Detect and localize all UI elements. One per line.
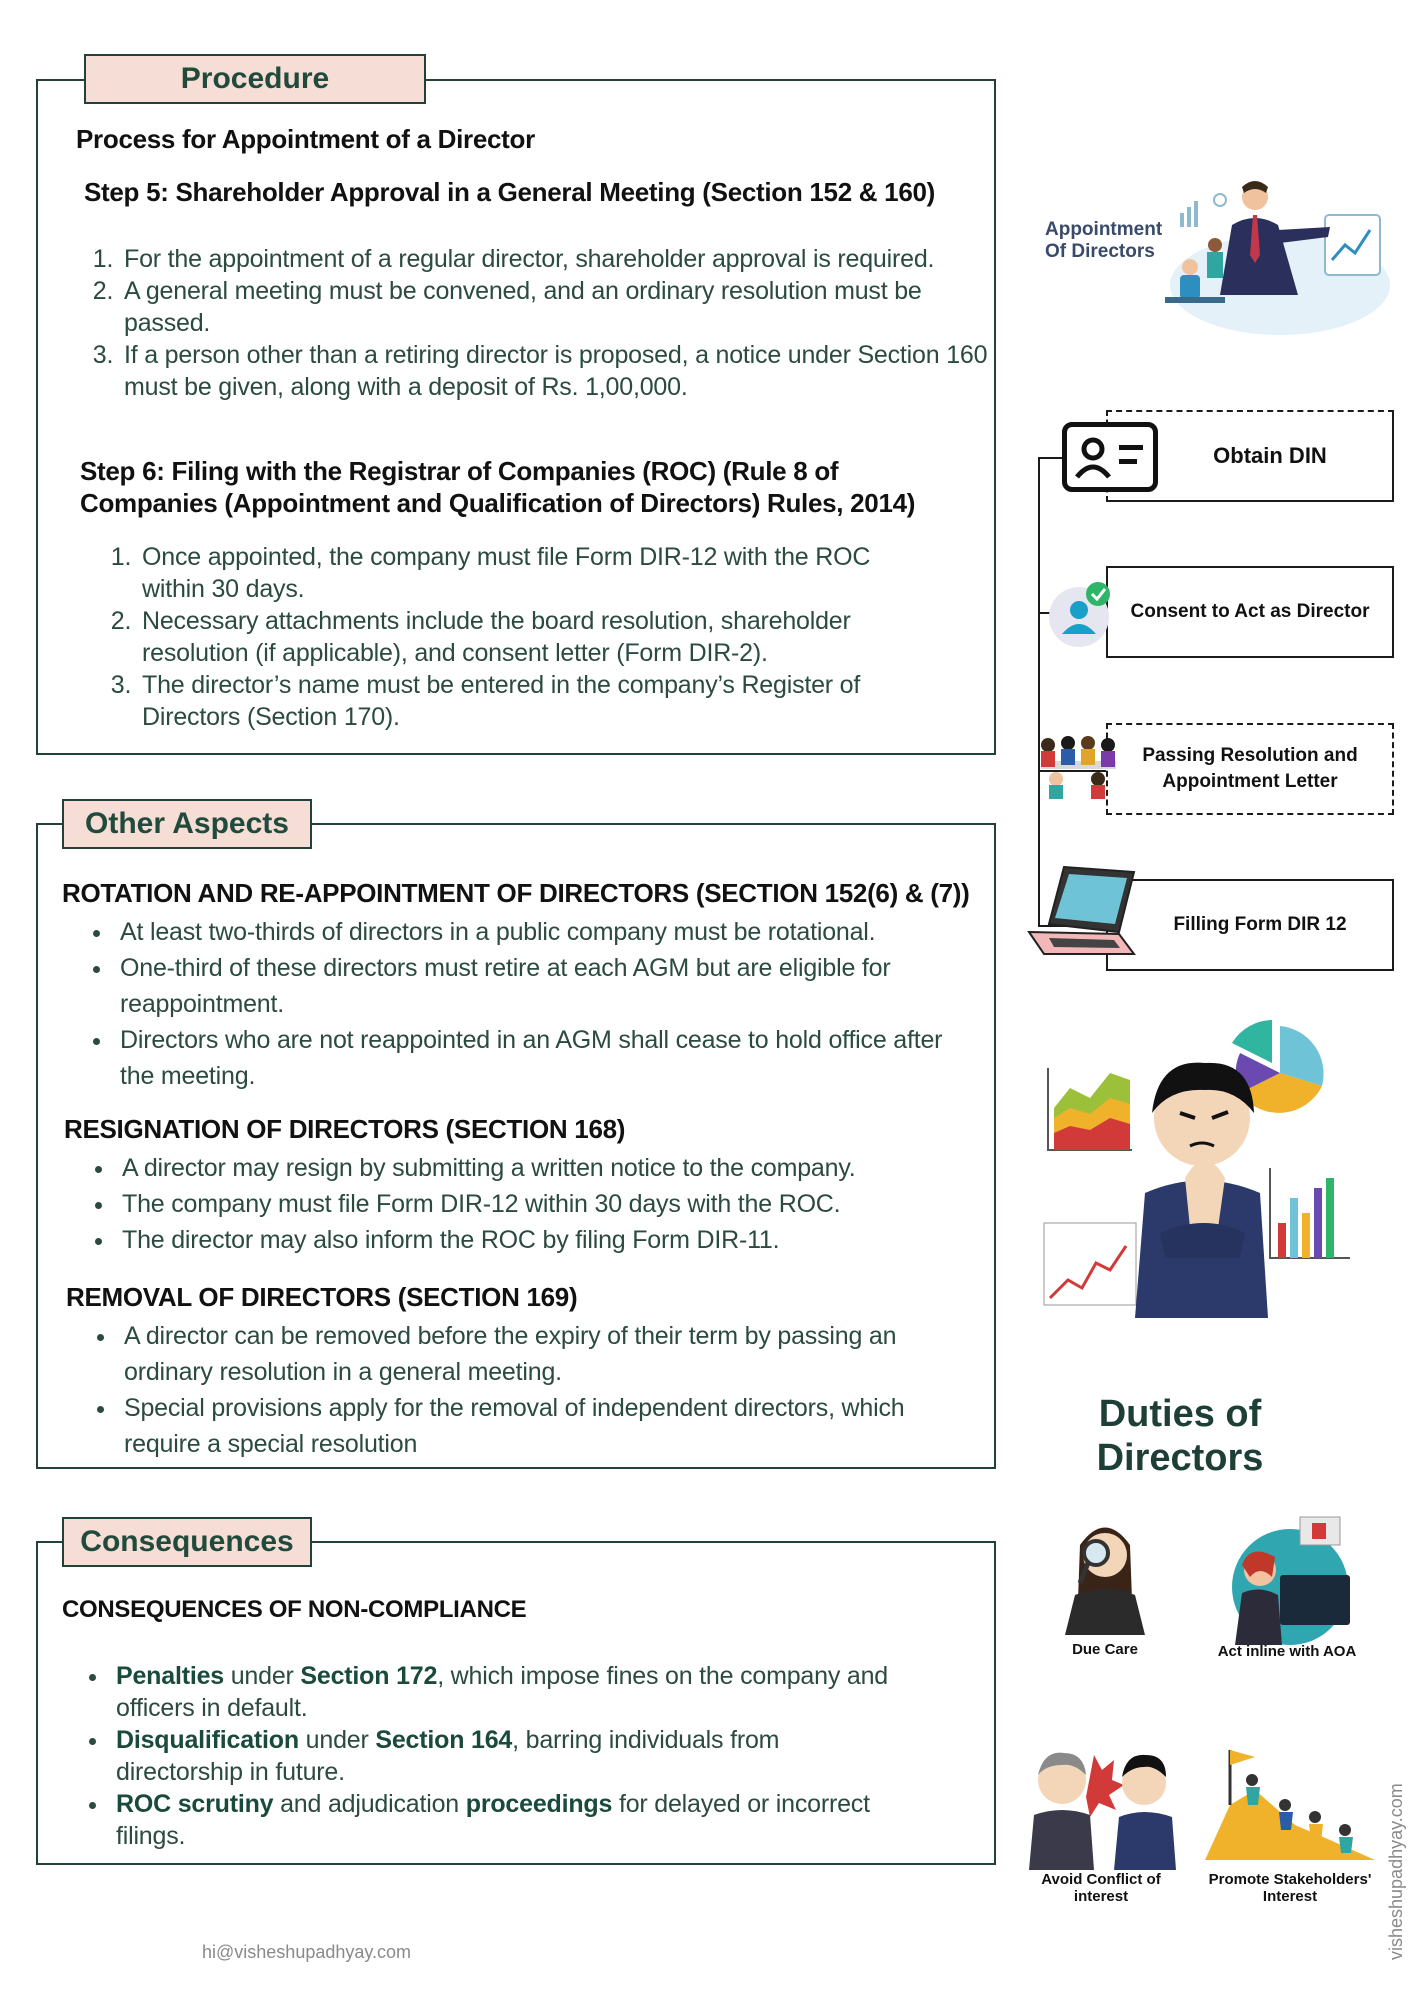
rotation-list xyxy=(66,914,966,1094)
consequences-title: CONSEQUENCES OF NON-COMPLIANCE xyxy=(62,1596,527,1623)
due-care-illustration xyxy=(1040,1505,1170,1655)
duty-conflict-label: Avoid Conflict of interest xyxy=(1041,1871,1161,1905)
step6-title xyxy=(80,455,915,519)
removal-list xyxy=(70,1318,950,1462)
list-item: 3. If a person other than a retiring director is proposed, a notice under Section 160 must be given, along with a deposit of Rs. 1,00,000. xyxy=(120,339,990,403)
conflict-icon xyxy=(1024,1735,1184,1870)
list-item: • Disqualification under Section 164, barring individuals from directorship in future. xyxy=(110,1724,912,1788)
thinking-person-icon xyxy=(1040,1018,1360,1318)
list-item: • Directors who are not reappointed in an AGM shall cease to hold office after the meeting. xyxy=(114,1022,966,1094)
aoa-illustration xyxy=(1220,1505,1360,1645)
rotation-title: ROTATION AND RE-APPOINTMENT OF DIRECTORS (SECTION 152(6) & (7)) xyxy=(62,878,970,908)
stakeholders-illustration xyxy=(1200,1735,1380,1870)
procedure-tab: Procedure xyxy=(84,54,426,104)
resignation-title: RESIGNATION OF DIRECTORS (SECTION 168) xyxy=(64,1114,626,1144)
analysis-illustration xyxy=(1040,1018,1360,1318)
list-item: • Penalties under Section 172, which impose fines on the company and officers in default. xyxy=(110,1660,912,1724)
flow-step-resolution: Passing Resolution and Appointment Letter xyxy=(1106,723,1394,815)
list-item: • ROC scrutiny and adjudication proceedings for delayed or incorrect filings. xyxy=(110,1788,912,1852)
other-aspects-tab: Other Aspects xyxy=(62,799,312,849)
team-climb-icon xyxy=(1200,1735,1380,1870)
flow-connector-vertical xyxy=(1038,457,1040,927)
team-meeting-icon xyxy=(1026,731,1126,803)
list-item: 2. Necessary attachments include the board resolution, shareholder resolution (if applicable), and consent letter (Form DIR-2). xyxy=(138,605,938,669)
removal-title: REMOVAL OF DIRECTORS (SECTION 169) xyxy=(66,1282,578,1312)
duty-due-care-label: Due Care xyxy=(1072,1641,1138,1658)
list-item: • A director can be removed before the expiry of their term by passing an ordinary resolution in a general meeting. xyxy=(118,1318,950,1390)
list-item: • One-third of these directors must retire at each AGM but are eligible for reappointment. xyxy=(114,950,966,1022)
list-item: 1. For the appointment of a regular director, shareholder approval is required. xyxy=(120,243,990,275)
duty-stakeholders-label: Promote Stakeholders' Interest xyxy=(1208,1871,1372,1905)
conflict-illustration xyxy=(1024,1735,1184,1870)
step6-list xyxy=(108,541,938,733)
office-worker-icon xyxy=(1220,1505,1360,1645)
step5-list xyxy=(90,243,990,403)
consequences-list xyxy=(62,1660,912,1852)
step6-title-line2: Companies (Appointment and Qualification of Directors) Rules, 2014) xyxy=(80,488,916,518)
list-item: • Special provisions apply for the removal of independent directors, which require a special resolution xyxy=(118,1390,950,1462)
appointment-illustration xyxy=(1040,175,1390,335)
resignation-list xyxy=(68,1150,968,1258)
flow-step-filing: Filling Form DIR 12 xyxy=(1106,879,1394,971)
step6-title-line1: Step 6: Filing with the Registrar of Companies (ROC) (Rule 8 of xyxy=(80,456,839,486)
duties-title: Duties of Directors xyxy=(1096,1393,1264,1479)
list-item: 1. Once appointed, the company must file Form DIR-12 with the ROC within 30 days. xyxy=(138,541,938,605)
list-item: 3. The director’s name must be entered in the company’s Register of Directors (Section 170). xyxy=(138,669,938,733)
id-card-icon xyxy=(1062,422,1158,492)
list-item: • At least two-thirds of directors in a public company must be rotational. xyxy=(114,914,966,950)
step5-title: Step 5: Shareholder Approval in a General Meeting (Section 152 & 160) xyxy=(84,177,936,207)
procedure-heading: Process for Appointment of a Director xyxy=(76,124,535,154)
meeting-illustration-icon xyxy=(1160,175,1390,335)
footer-email: hi@visheshupadhyay.com xyxy=(202,1942,412,1962)
magnifier-person-icon xyxy=(1040,1505,1170,1635)
laptop-icon xyxy=(1024,862,1144,962)
duty-aoa-label: Act inline with AOA xyxy=(1217,1643,1357,1660)
user-check-icon xyxy=(1046,580,1116,650)
list-item: • The director may also inform the ROC by filing Form DIR-11. xyxy=(116,1222,968,1258)
appointment-caption: Appointment Of Directors xyxy=(1045,219,1163,262)
consequences-tab: Consequences xyxy=(62,1517,312,1567)
list-item: • The company must file Form DIR-12 within 30 days with the ROC. xyxy=(116,1186,968,1222)
flow-step-obtain-din: Obtain DIN xyxy=(1106,410,1394,502)
footer-site-vertical: visheshupadhyay.com xyxy=(1386,1783,1406,1960)
flow-step-consent: Consent to Act as Director xyxy=(1106,566,1394,658)
list-item: • A director may resign by submitting a written notice to the company. xyxy=(116,1150,968,1186)
list-item: 2. A general meeting must be convened, and an ordinary resolution must be passed. xyxy=(120,275,990,339)
